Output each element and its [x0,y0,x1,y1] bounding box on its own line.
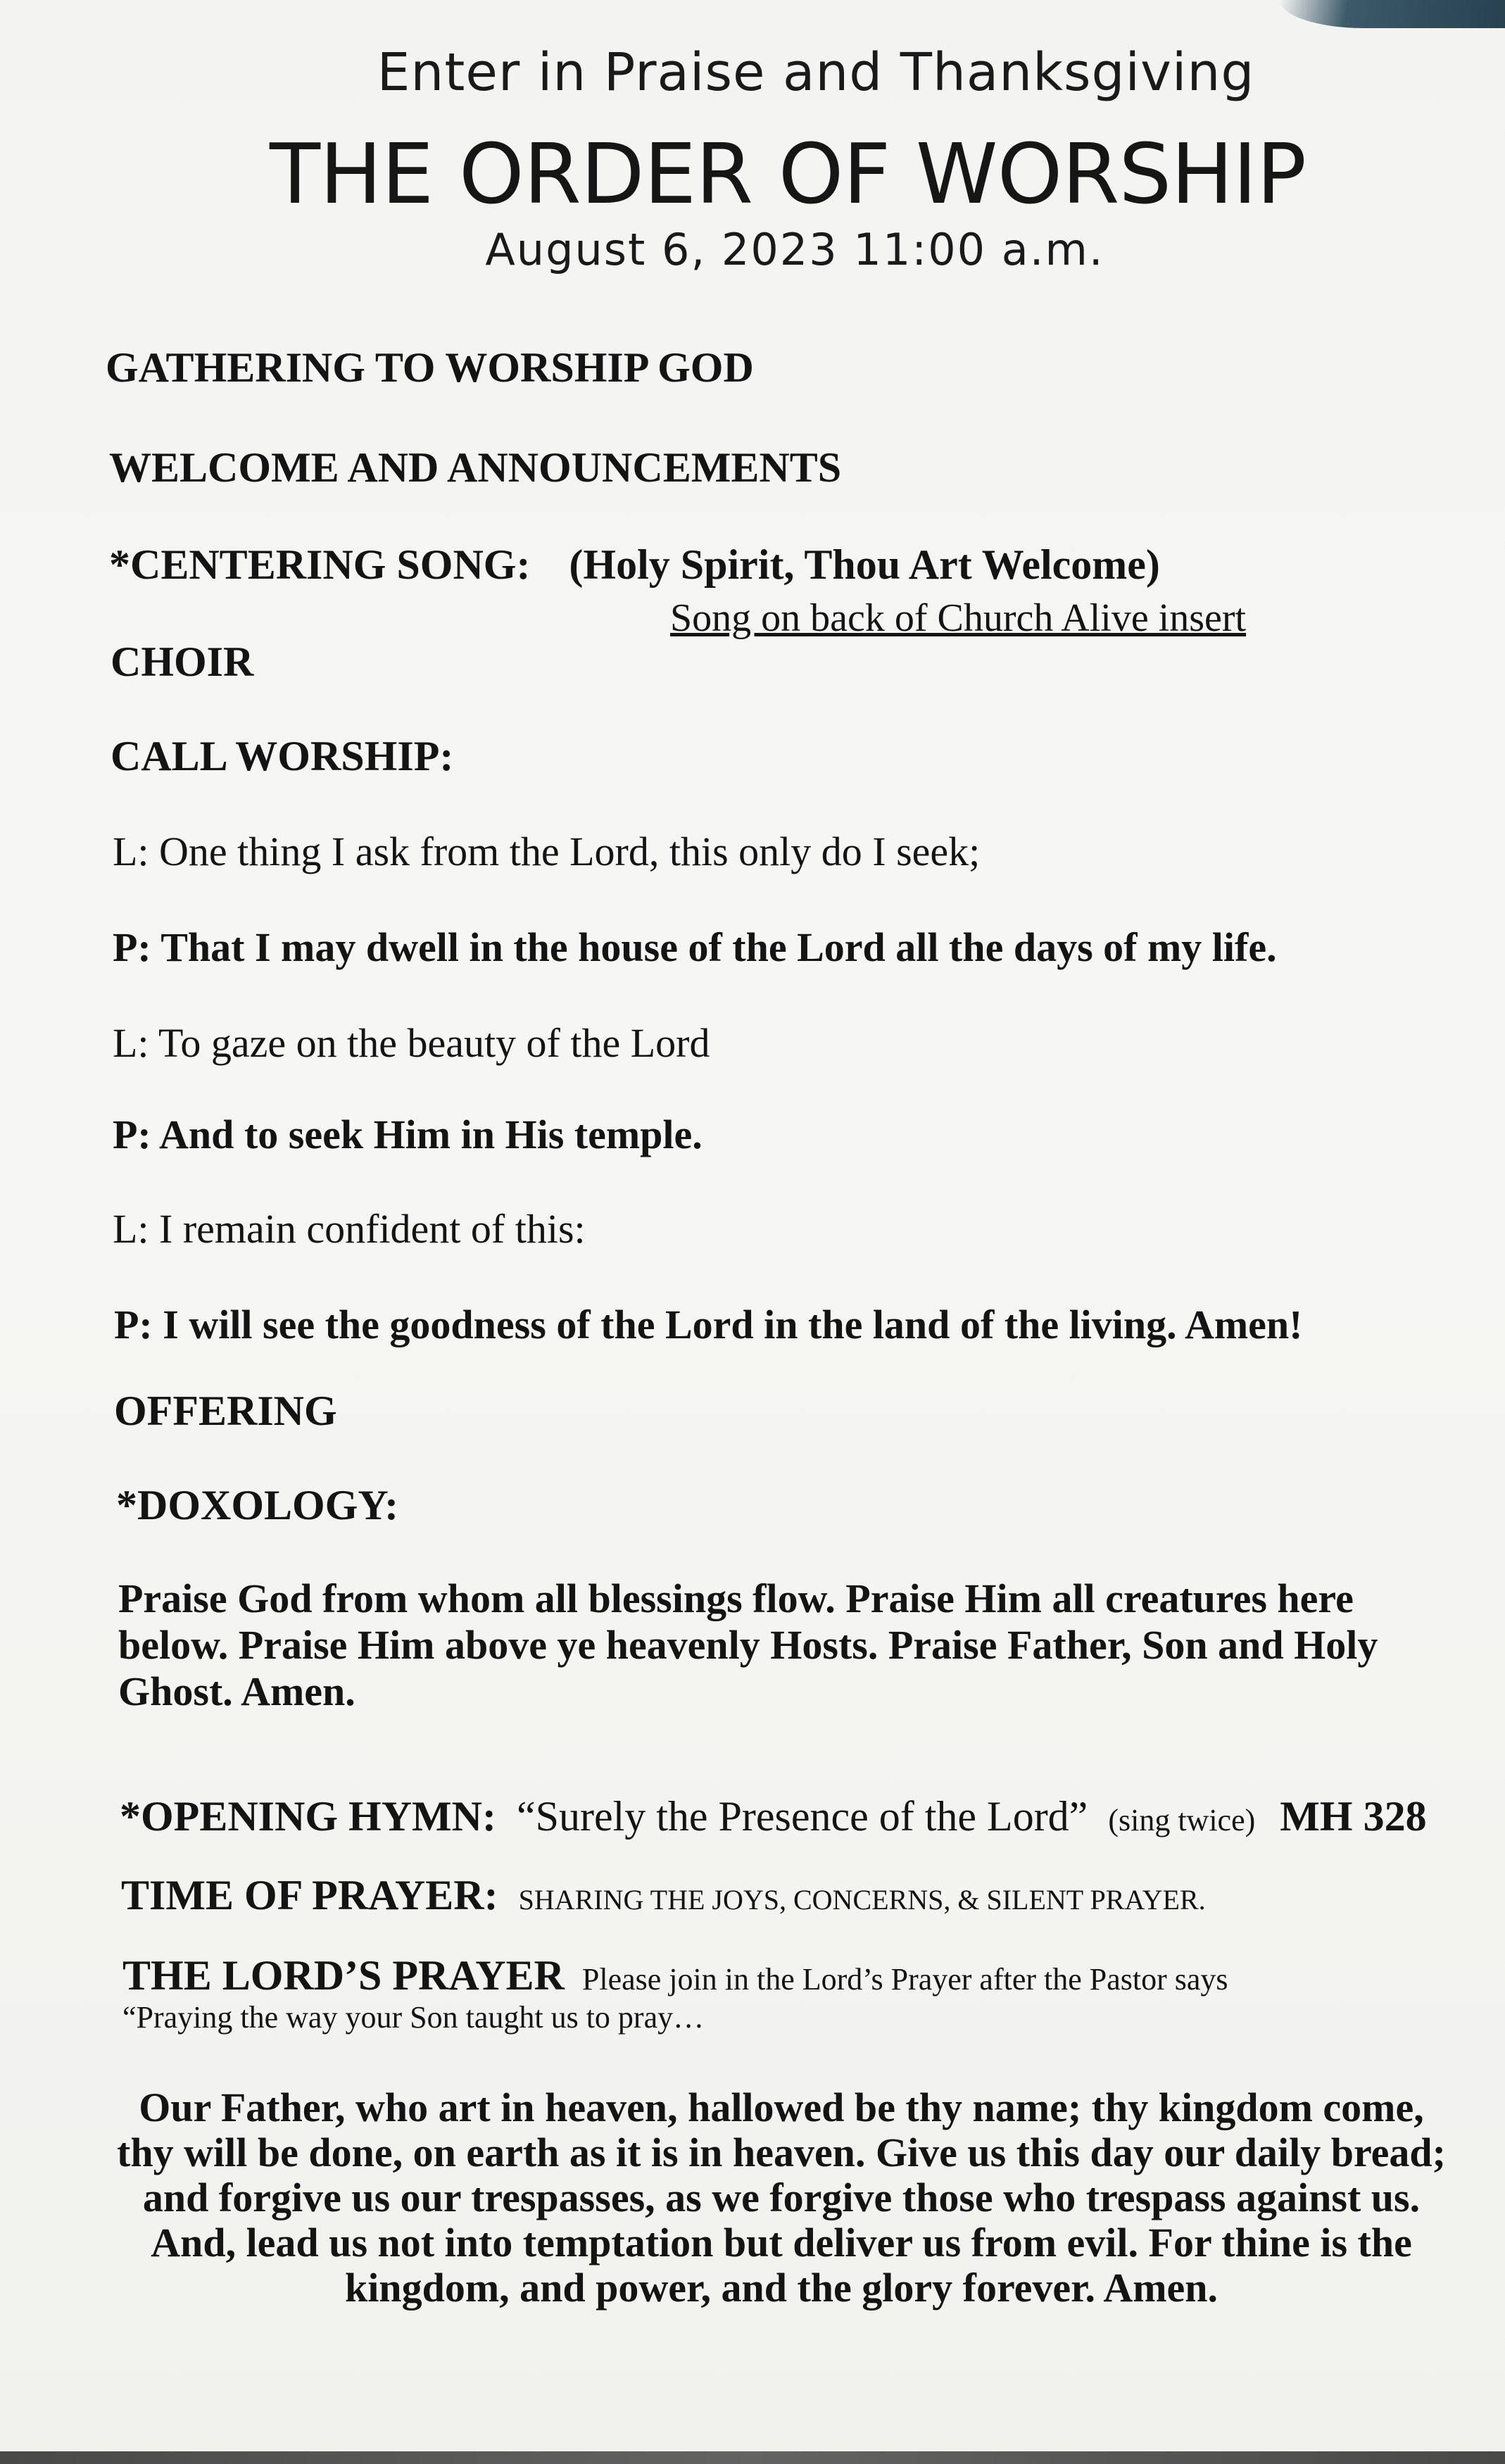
bulletin-date: August 6, 2023 11:00 a.m. [485,224,1104,275]
opening-hymn-label: *OPENING HYMN: [120,1793,496,1840]
section-gathering: GATHERING TO WORSHIP GOD [106,344,754,391]
section-choir: CHOIR [111,639,254,685]
lords-prayer-instruction: Please join in the Lord’s Prayer after the Pastor says [581,1962,1228,1997]
page-bottom-edge [0,2451,1505,2464]
call-worship-line-leader: L: One thing I ask from the Lord, this only do I seek; [113,829,981,874]
section-welcome: WELCOME AND ANNOUNCEMENTS [109,444,842,491]
call-worship-line-people: P: I will see the goodness of the Lord in the land of the living. Amen! [114,1302,1303,1347]
time-of-prayer-label: TIME OF PRAYER: [121,1872,498,1918]
call-worship-line-leader: L: I remain confident of this: [113,1206,586,1252]
section-centering-song [109,541,1160,589]
bulletin-title: THE ORDER OF WORSHIP [269,125,1306,222]
section-offering: OFFERING [114,1388,337,1434]
opening-hymn-note: (sing twice) [1108,1803,1256,1837]
bulletin-subtitle: Enter in Praise and Thanksgiving [377,42,1255,103]
centering-song-label: *CENTERING SONG: [109,541,531,588]
section-doxology: *DOXOLOGY: [116,1482,399,1528]
lords-prayer-instruction-2: “Praying the way your Son taught us to pray… [122,2000,705,2035]
time-of-prayer-text: SHARING THE JOYS, CONCERNS, & SILENT PRAYER. [518,1884,1206,1916]
lords-prayer-text: Our Father, who art in heaven, hallowed be thy name; thy kingdom come, thy will be done, on earth as it is in heaven. Give us this day our daily bread; and forgive us our trespasses, as we forgive those who trespass against us. And, lead us not into temptation but deliver us from evil. For thine is the kingdom, and power, and the glory forever. Amen. [117,2085,1446,2311]
opening-hymn-number: MH 328 [1280,1793,1427,1840]
call-worship-line-people: P: That I may dwell in the house of the Lord all the days of my life. [113,924,1277,970]
centering-song-note: Song on back of Church Alive insert [670,596,1247,640]
time-of-prayer [121,1871,1206,1920]
call-worship-line-people: P: And to seek Him in His temple. [113,1112,703,1157]
section-call-worship: CALL WORSHIP: [111,733,454,779]
doxology-text: Praise God from whom all blessings flow. Praise Him all creatures here below. Praise Him above ye heavenly Hosts. Praise Father, Son and Holy Ghost. Amen. [118,1576,1378,1714]
opening-hymn-title: “Surely the Presence of the Lord” [516,1793,1088,1840]
lords-prayer-label: THE LORD’S PRAYER [122,1952,565,1999]
centering-song-title: (Holy Spirit, Thou Art Welcome) [569,541,1160,588]
opening-hymn [120,1792,1427,1841]
page-corner-shadow [1280,0,1505,28]
call-worship-line-leader: L: To gaze on the beauty of the Lord [113,1020,710,1066]
lords-prayer-heading [122,1951,1228,2000]
